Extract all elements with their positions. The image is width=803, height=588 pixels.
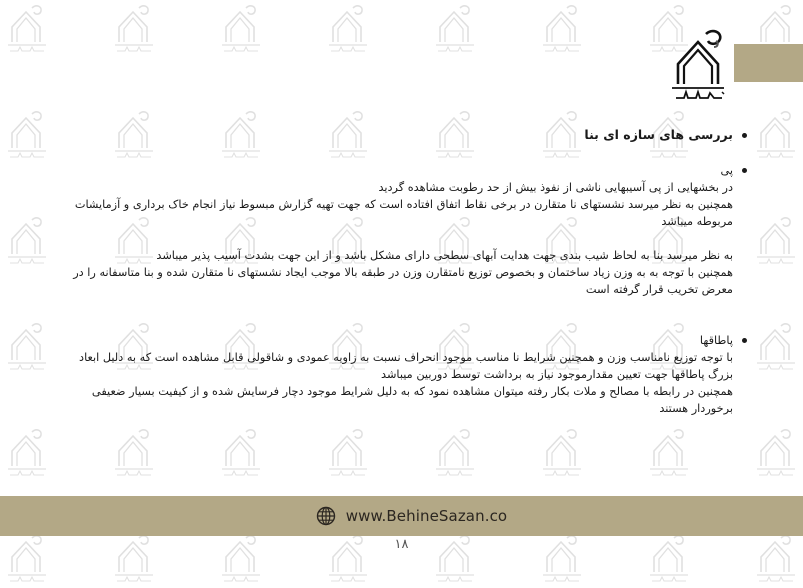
watermark-logo-icon	[6, 2, 50, 58]
watermark-logo-icon	[6, 426, 50, 482]
watermark-logo-icon	[541, 2, 585, 58]
watermark-logo-icon	[434, 2, 478, 58]
paragraph: همچنین در رابطه با مصالح و ملات بکار رفته میتوان مشاهده نمود که به دلیل شرایط موجود دچار فرسایش شده و از کیفیت بسیار ضعیفی برخوردار هستند	[91, 385, 733, 415]
globe-icon	[316, 506, 336, 526]
watermark-logo-icon	[648, 426, 692, 482]
watermark-logo-icon	[113, 2, 157, 58]
watermark-logo-icon	[220, 2, 264, 58]
section-heading: پاطاقها	[699, 334, 733, 347]
footer-bar	[0, 496, 803, 536]
section-heading: بررسی های سازه ای بنا	[584, 127, 733, 142]
page-number: ۱۸	[394, 537, 409, 552]
section-foundation	[53, 162, 733, 298]
house-logo-icon	[670, 28, 730, 102]
section-structural-review	[53, 126, 733, 144]
section-heading: پی	[720, 164, 733, 177]
paragraph: به نظر میرسد بنا به لحاظ شیب بندی جهت هدایت آبهای سطحی دارای مشکل باشد و از این جهت بشدت آسیب پذیر میباشد	[156, 249, 733, 262]
bullet-icon	[742, 168, 747, 173]
watermark-logo-icon	[755, 426, 799, 482]
section-piers	[53, 332, 733, 417]
header-accent-tab	[734, 44, 803, 82]
watermark-logo-icon	[6, 108, 50, 164]
watermark-logo-icon	[113, 426, 157, 482]
paragraph: همچنین به نظر میرسد نشستهای نا متقارن در برخی نقاط اتفاق افتاده است که جهت تهیه گزارش مبسوط نیاز انجام خاک برداری و آزمایشات مربوطه میباشد	[74, 198, 733, 228]
watermark-logo-icon	[541, 426, 585, 482]
watermark-logo-icon	[434, 426, 478, 482]
paragraph: همچنین با توجه به به وزن زیاد ساختمان و بخصوص توزیع نامتقارن وزن در طبقه بالا موجب ایجاد نشستهای نا متقارن شده و بنا متاسفانه را در معرض تخریب قرار گرفته است	[73, 266, 733, 296]
watermark-logo-icon	[6, 320, 50, 376]
document-body	[53, 126, 733, 417]
paragraph: در بخشهایی از پی آسیبهایی ناشی از نفوذ بیش از حد رطوبت مشاهده گردید	[378, 181, 733, 194]
watermark-logo-icon	[755, 320, 799, 376]
bullet-icon	[742, 133, 747, 138]
paragraph: با توجه توزیع نامناسب وزن و همچنین شرایط نا مناسب موجود انحراف نسبت به زاویه عمودی و شاقولی قابل مشاهده است که به دلیل ابعاد بزرگ پاطاقها جهت تعیین مقدارموجود نیاز به برداشت توسط دوربین میباشد	[79, 351, 733, 381]
bullet-icon	[742, 338, 747, 343]
watermark-logo-icon	[327, 426, 371, 482]
website-link[interactable]: www.BehineSazan.co	[345, 507, 508, 525]
watermark-logo-icon	[6, 214, 50, 270]
watermark-logo-icon	[220, 426, 264, 482]
watermark-logo-icon	[327, 2, 371, 58]
watermark-logo-icon	[755, 108, 799, 164]
watermark-logo-icon	[755, 214, 799, 270]
